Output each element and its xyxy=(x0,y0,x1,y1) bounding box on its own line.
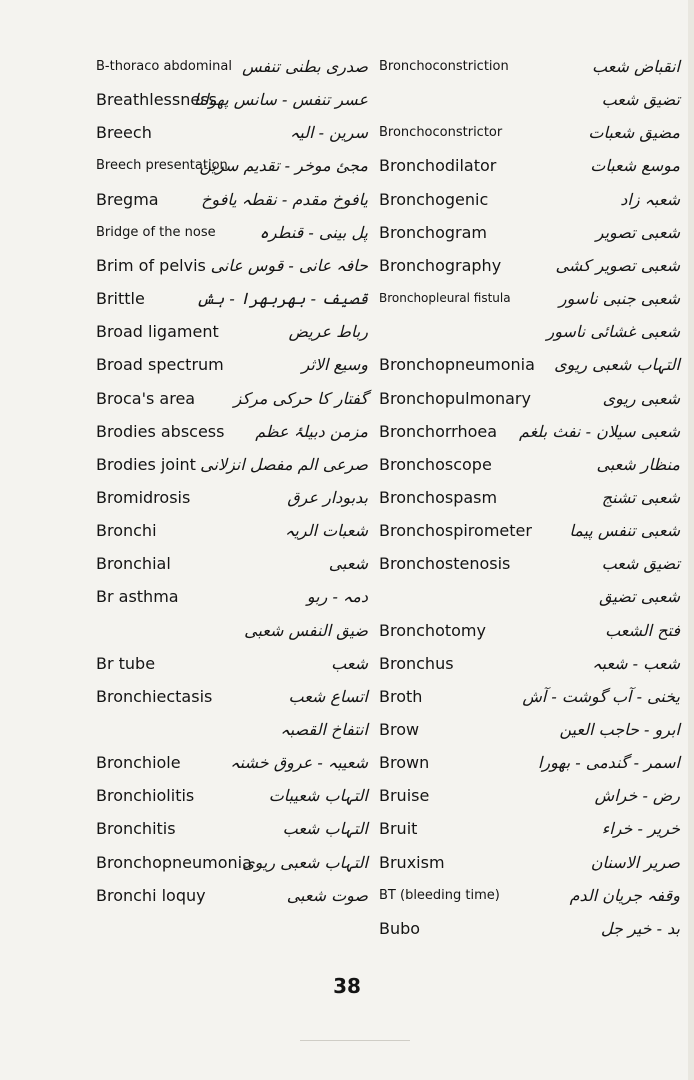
entry-row xyxy=(0,580,694,613)
urdu-term-right: بد - خیر جل xyxy=(600,918,680,938)
english-term-right: Bruxism xyxy=(379,852,445,872)
urdu-term-left: شعیبہ - عروق خشنہ xyxy=(230,753,368,773)
english-term-right xyxy=(379,315,534,348)
urdu-term-left: حافہ عانی - قوس عانی xyxy=(210,255,368,275)
english-term-left: Bronchial xyxy=(96,554,171,574)
entry-row xyxy=(0,183,694,216)
urdu-term-right: شعبی تصویر xyxy=(595,222,680,242)
english-term-left: Brodies joint xyxy=(96,454,196,474)
english-term-left: Breathlessness xyxy=(96,90,217,110)
english-term-right: Bruise xyxy=(379,786,430,806)
urdu-term-right: شعبی تصویر کشی xyxy=(555,255,680,275)
english-term-left: Bronchiectasis xyxy=(96,686,213,706)
entry-row xyxy=(0,680,694,713)
urdu-term-left: اتساع شعب xyxy=(288,686,368,706)
english-term-right: Bronchoscope xyxy=(379,454,492,474)
english-term-left: Bridge of the nose xyxy=(96,224,216,240)
entry-row xyxy=(0,216,694,249)
english-term-right: Bronchotomy xyxy=(379,620,486,640)
english-term-left: Brittle xyxy=(96,289,145,309)
entry-row xyxy=(0,315,694,348)
urdu-term-left: یافوخ مقدم - نقطہ یافوخ xyxy=(201,189,368,209)
english-term-left: Bronchopneumonia xyxy=(96,852,252,872)
english-term-left: Broca's area xyxy=(96,388,196,408)
urdu-term-left: صدری بطنی تنفس xyxy=(242,57,368,76)
urdu-term-right: ابرو - حاجب العین xyxy=(559,720,680,739)
entry-row xyxy=(0,879,694,912)
urdu-term-left: گفتار کا حرکی مرکز xyxy=(233,388,368,408)
urdu-term-right: شعبہ زاد xyxy=(620,189,680,209)
urdu-term-right: وقفہ جریان الدم xyxy=(569,885,680,905)
urdu-term-left: مجئ موخر - تقدیم سرین xyxy=(199,156,368,176)
english-term-left: Breech xyxy=(96,123,152,143)
urdu-term-left: دمہ - ربو xyxy=(306,587,368,607)
english-term-left xyxy=(96,912,231,945)
english-term-right: Broth xyxy=(379,686,423,706)
english-term-right xyxy=(379,580,534,613)
urdu-term-right: شعبی سیلان - نفث بلغم xyxy=(519,421,680,441)
entry-row xyxy=(0,415,694,448)
urdu-term-right: صریر الاسنان xyxy=(590,852,680,872)
urdu-term-left: صرعی الم مفصل انزلانی xyxy=(200,454,368,474)
entry-row xyxy=(0,746,694,779)
english-term-right: Bronchogenic xyxy=(379,189,489,209)
urdu-term-right: یخنی - آب گوشت - آش xyxy=(522,686,680,706)
english-term-left: Bromidrosis xyxy=(96,487,191,507)
urdu-term-right: رض - خراش xyxy=(594,786,680,806)
entry-row xyxy=(0,481,694,514)
urdu-term-right: شعبی جنبی ناسور xyxy=(558,289,680,309)
urdu-term-left: التہاب شعیبات xyxy=(268,786,368,806)
urdu-term-right: تضیق شعب xyxy=(601,554,680,574)
urdu-term-left xyxy=(228,912,368,945)
entry-row xyxy=(0,116,694,149)
urdu-term-right: التہاب شعبی ریوی xyxy=(554,355,680,375)
urdu-term-left: انتفاخ القصبہ xyxy=(280,720,368,739)
english-term-left: Brodies abscess xyxy=(96,421,225,441)
english-term-left: Bronchi loquy xyxy=(96,885,206,905)
english-term-right xyxy=(379,83,534,116)
footer-rule xyxy=(300,1040,410,1041)
urdu-term-left: شعبات الریہ xyxy=(285,521,368,541)
urdu-term-left: ضیق النفس شعبی xyxy=(244,620,368,640)
entry-row xyxy=(0,249,694,282)
page-number: 38 xyxy=(333,974,361,998)
urdu-term-right: شعبی تشنج xyxy=(601,487,680,507)
english-term-right: Bruit xyxy=(379,819,418,839)
entry-row xyxy=(0,547,694,580)
entry-row xyxy=(0,514,694,547)
english-term-left: Breech presentation xyxy=(96,158,228,174)
urdu-term-right: منظار شعبی xyxy=(596,454,680,474)
entry-row xyxy=(0,149,694,182)
entry-row xyxy=(0,912,694,945)
english-term-left: Br asthma xyxy=(96,587,179,607)
urdu-term-right: شعبی غشائی ناسور xyxy=(546,322,680,342)
english-term-left: Bronchiolitis xyxy=(96,786,195,806)
english-term-left: Bronchitis xyxy=(96,819,176,839)
urdu-term-right: مضیق شعبات xyxy=(588,123,680,143)
urdu-term-left: سرین - الیہ xyxy=(290,123,368,143)
urdu-term-left: عسر تنفس - سانس پھولنا xyxy=(194,90,368,110)
entry-row xyxy=(0,282,694,315)
english-term-right: Bronchoconstrictor xyxy=(379,125,503,141)
urdu-term-right: موسع شعبات xyxy=(590,156,680,176)
english-term-left: Broad spectrum xyxy=(96,355,224,375)
english-term-right: Bronchoconstriction xyxy=(379,59,509,74)
english-term-right: Bronchogram xyxy=(379,222,487,242)
urdu-term-right: شعبی تضیق xyxy=(599,587,680,607)
urdu-term-right: شعبی تنفس پیما xyxy=(569,521,680,541)
english-term-right: Bronchospirometer xyxy=(379,521,532,541)
english-term-left: Bronchi xyxy=(96,521,157,541)
urdu-term-right: شعب - شعبہ xyxy=(592,653,680,673)
urdu-term-left: قصیف - بھربھرا - ہش xyxy=(196,289,368,309)
urdu-term-left: صوت شعبی xyxy=(286,885,368,905)
english-term-left xyxy=(96,614,231,647)
urdu-term-left: التہاب شعبی ریوی xyxy=(242,852,368,872)
english-term-right: Bronchopulmonary xyxy=(379,388,531,408)
page-edge xyxy=(688,0,694,1080)
entry-row xyxy=(0,348,694,381)
entry-row xyxy=(0,812,694,845)
english-term-left: B-thoraco abdominal xyxy=(96,59,232,74)
english-term-left xyxy=(96,713,231,746)
english-term-left: Bronchiole xyxy=(96,753,181,773)
urdu-term-right: خریر - خراء xyxy=(601,819,680,839)
english-term-right: Bronchorrhoea xyxy=(379,421,498,441)
urdu-term-left: پل بینی - قنطرہ xyxy=(259,222,368,242)
english-term-left: Brim of pelvis xyxy=(96,255,206,275)
urdu-term-right: شعبی ریوی xyxy=(602,388,680,408)
entry-row xyxy=(0,647,694,680)
urdu-term-right: تضیق شعب xyxy=(601,90,680,110)
entry-row xyxy=(0,846,694,879)
english-term-right: Bubo xyxy=(379,918,421,938)
entry-row xyxy=(0,614,694,647)
english-term-right: Bronchopneumonia xyxy=(379,355,535,375)
urdu-term-left: رباط عریض xyxy=(288,322,368,342)
entry-row xyxy=(0,779,694,812)
english-term-right: Brown xyxy=(379,753,430,773)
english-term-right: Bronchospasm xyxy=(379,487,498,507)
urdu-term-right: انقباض شعب xyxy=(592,57,680,76)
urdu-term-left: مزمن دبیلۂ عظم xyxy=(255,421,368,441)
entry-row xyxy=(0,448,694,481)
english-term-left: Br tube xyxy=(96,653,156,673)
english-term-right: Bronchus xyxy=(379,653,454,673)
english-term-right: Bronchopleural fistula xyxy=(379,291,511,306)
urdu-term-left: شعبی xyxy=(328,554,368,574)
english-term-right: Bronchostenosis xyxy=(379,554,511,574)
entry-row xyxy=(0,83,694,116)
urdu-term-left: شعب xyxy=(331,653,368,673)
entry-row xyxy=(0,382,694,415)
english-term-right: BT (bleeding time) xyxy=(379,887,500,903)
urdu-term-left: وسیع الاثر xyxy=(301,355,368,375)
urdu-term-right: اسمر - گندمی - بھورا xyxy=(537,753,680,773)
english-term-right: Brow xyxy=(379,720,420,739)
urdu-term-left: بدبودار عرق xyxy=(287,487,368,507)
english-term-left: Broad ligament xyxy=(96,322,219,342)
english-term-left: Bregma xyxy=(96,189,159,209)
english-term-right: Bronchography xyxy=(379,255,502,275)
urdu-term-left: التہاب شعب xyxy=(282,819,368,839)
entry-row xyxy=(0,713,694,746)
urdu-term-right: فتح الشعب xyxy=(605,620,680,640)
english-term-right: Bronchodilator xyxy=(379,156,497,176)
entry-row xyxy=(0,50,694,83)
